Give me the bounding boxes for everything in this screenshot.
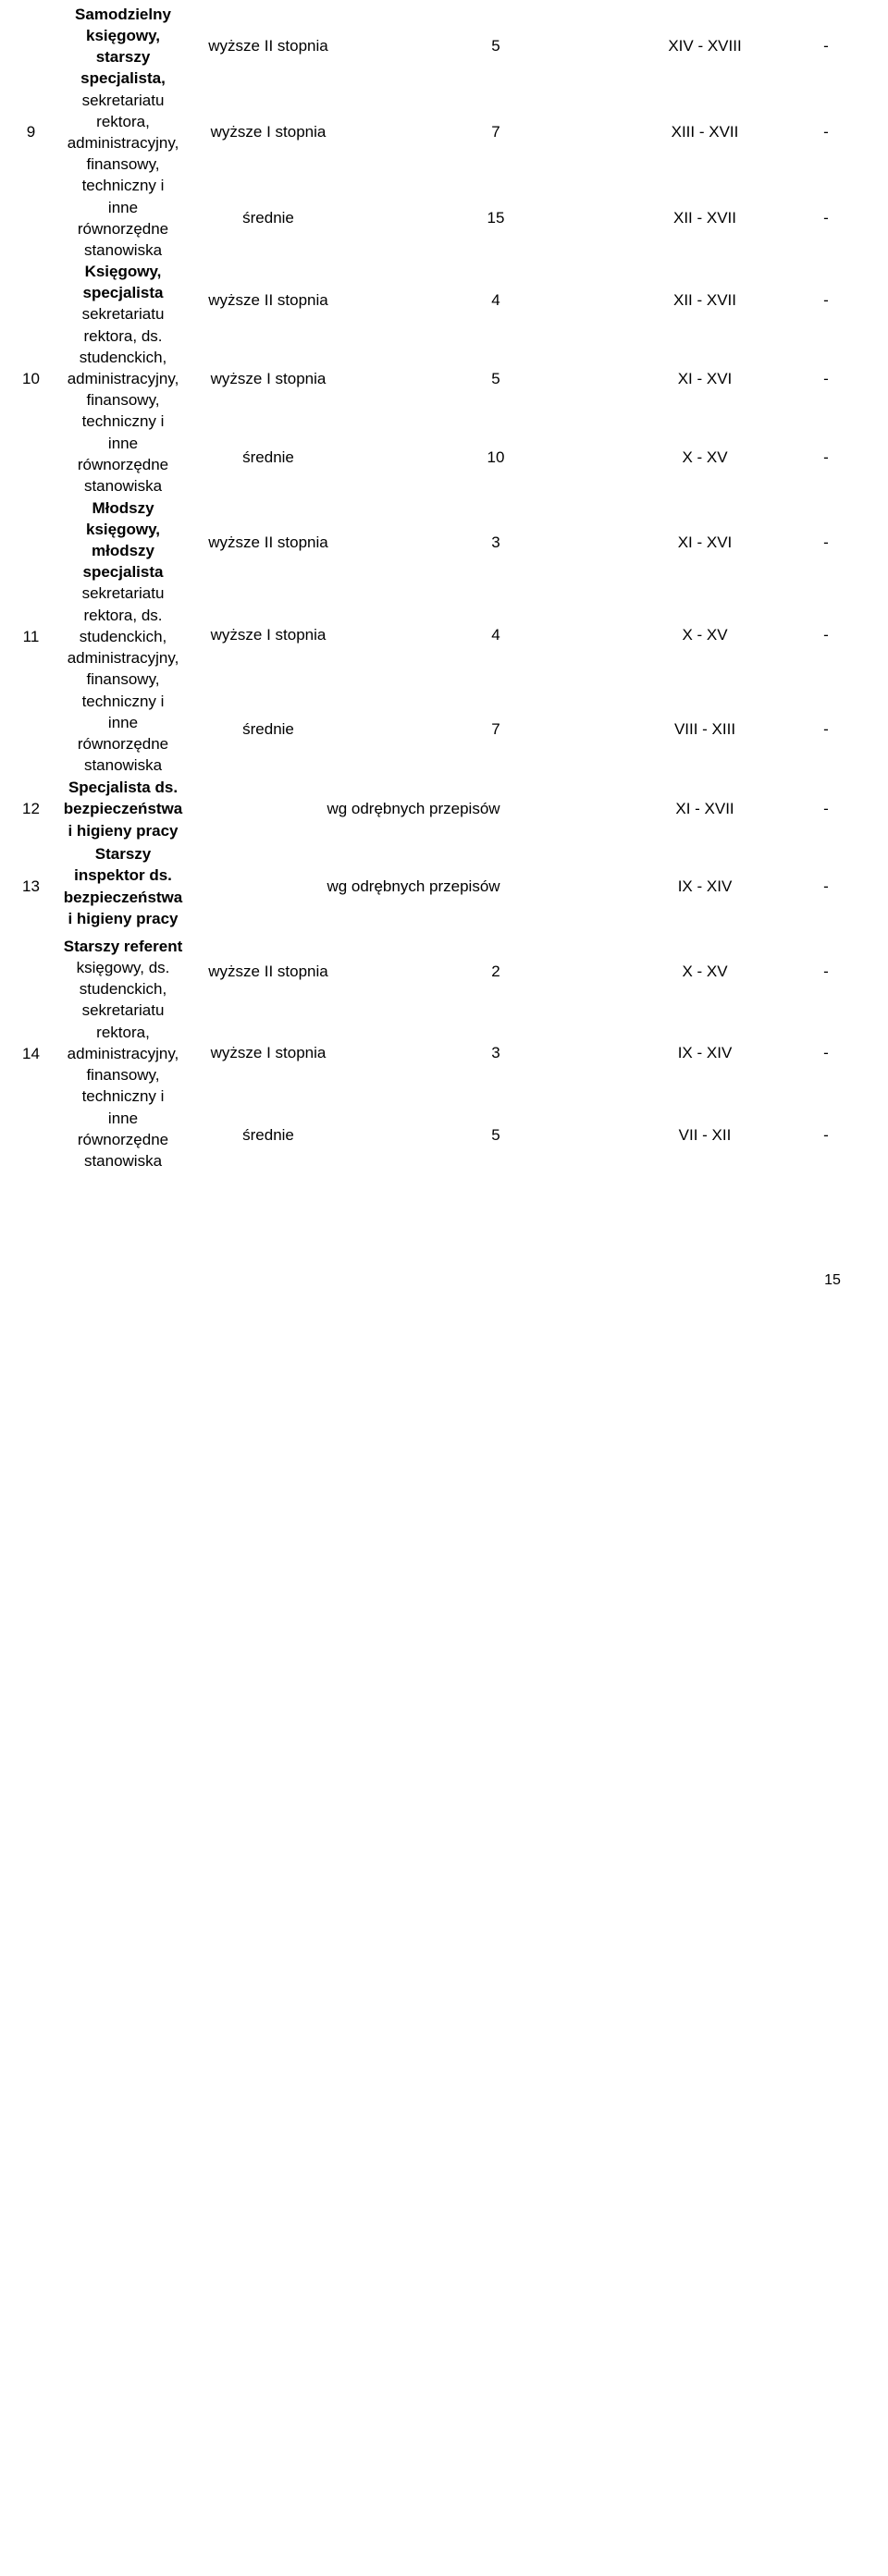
- position-line: finansowy,: [86, 1066, 160, 1085]
- row-number: 14: [22, 1044, 40, 1062]
- salary-grade: XII - XVII: [672, 290, 737, 309]
- education-level: średnie: [242, 208, 294, 227]
- education-level: wyższe I stopnia: [210, 1044, 327, 1061]
- years-of-experience: 5: [491, 1125, 500, 1144]
- education-level: średnie: [242, 448, 294, 466]
- years-of-experience: 3: [491, 534, 500, 551]
- salary-grade: XI - XVII: [675, 800, 734, 817]
- position-line: i higieny pracy: [68, 821, 179, 840]
- empty-value: -: [823, 1125, 829, 1144]
- position-line: administracyjny,: [67, 1044, 179, 1062]
- salary-grade: XII - XVII: [672, 208, 737, 227]
- empty-value: -: [823, 800, 829, 817]
- position-line: studenckich,: [79, 980, 167, 999]
- position-line: techniczny i: [81, 412, 165, 431]
- position-name: [58, 777, 188, 841]
- education-level: wyższe II stopnia: [208, 534, 328, 551]
- position-line: administracyjny,: [67, 369, 179, 387]
- empty-value: -: [823, 448, 829, 466]
- position-line: administracyjny,: [67, 134, 179, 152]
- row-number: 13: [22, 877, 40, 895]
- position-line: bezpieczeństwa: [63, 800, 183, 818]
- row-number: 10: [22, 369, 40, 387]
- years-of-experience: 4: [491, 290, 500, 309]
- salary-grade: VII - XII: [678, 1125, 732, 1144]
- empty-value: -: [823, 208, 829, 227]
- salary-grade: XIII - XVII: [671, 122, 739, 141]
- empty-value: -: [823, 369, 829, 387]
- education-level: wyższe I stopnia: [210, 369, 327, 387]
- position-line: studenckich,: [79, 348, 167, 366]
- education-level: średnie: [242, 719, 294, 738]
- page-number: 15: [824, 1272, 841, 1288]
- separate-regulations-note: wg odrębnych przepisów: [327, 877, 500, 895]
- years-of-experience: 10: [487, 448, 505, 466]
- position-line: rektora,: [96, 1023, 150, 1041]
- position-name: [58, 931, 188, 1176]
- empty-value: -: [823, 122, 829, 141]
- years-of-experience: 15: [487, 208, 505, 227]
- position-line: rektora, ds.: [83, 326, 163, 345]
- row-number: 9: [26, 123, 36, 141]
- position-name: [58, 497, 188, 777]
- salary-grade: X - XV: [682, 963, 728, 980]
- empty-value: -: [823, 963, 829, 980]
- position-line: Młodszy: [92, 498, 154, 517]
- salary-grade: IX - XIV: [677, 877, 733, 895]
- empty-value: -: [823, 534, 829, 551]
- education-level: wyższe II stopnia: [208, 37, 328, 55]
- position-line: rektora, ds.: [83, 606, 163, 624]
- position-line: finansowy,: [86, 155, 160, 174]
- position-name: [58, 261, 188, 497]
- empty-value: -: [823, 290, 829, 309]
- position-line: techniczny i: [81, 177, 165, 195]
- years-of-experience: 7: [491, 719, 500, 738]
- position-line: stanowiska: [83, 476, 163, 495]
- position-line: techniczny i: [81, 692, 165, 710]
- empty-value: -: [823, 1044, 829, 1061]
- position-line: księgowy,: [86, 26, 160, 44]
- years-of-experience: 5: [491, 37, 500, 55]
- position-line: Księgowy,: [84, 262, 162, 280]
- position-line: specjalista,: [80, 69, 166, 88]
- position-line: inne: [107, 198, 139, 216]
- position-line: inne: [107, 713, 139, 731]
- position-line: finansowy,: [86, 391, 160, 410]
- position-line: inne: [107, 1109, 139, 1127]
- position-line: Samodzielny: [75, 5, 171, 23]
- position-line: sekretariatu: [81, 305, 165, 324]
- salary-grade: IX - XIV: [677, 1044, 733, 1061]
- position-line: specjalista: [82, 563, 164, 582]
- column-divider: [0, 2348, 1, 2576]
- empty-value: -: [823, 719, 829, 738]
- position-line: równorzędne: [77, 1130, 169, 1148]
- education-level: średnie: [242, 1125, 294, 1144]
- position-line: sekretariatu: [81, 584, 165, 603]
- salary-grade: XI - XVI: [677, 369, 733, 387]
- education-level: wyższe I stopnia: [210, 626, 327, 644]
- position-line: techniczny i: [81, 1087, 165, 1106]
- position-line: bezpieczeństwa: [63, 888, 183, 906]
- years-of-experience: 2: [491, 963, 500, 980]
- position-line: równorzędne: [77, 219, 169, 238]
- position-line: sekretariatu: [81, 1001, 165, 1020]
- position-name: [58, 4, 188, 261]
- position-line: Starszy referent: [63, 937, 183, 955]
- separate-regulations-note: wg odrębnych przepisów: [327, 800, 500, 817]
- position-line: finansowy,: [86, 670, 160, 689]
- position-line: młodszy: [91, 542, 155, 560]
- position-line: stanowiska: [83, 1151, 163, 1170]
- position-line: inspektor ds.: [74, 866, 172, 885]
- position-line: studenckich,: [79, 627, 167, 645]
- education-level: wyższe II stopnia: [208, 963, 328, 980]
- table-left-border: [0, 2, 1, 1174]
- position-line: i higieny pracy: [68, 909, 179, 927]
- salary-grade: XIV - XVIII: [668, 37, 742, 55]
- position-line: administracyjny,: [67, 649, 179, 668]
- salary-grade: X - XV: [682, 626, 728, 644]
- position-line: równorzędne: [77, 734, 169, 753]
- years-of-experience: 3: [491, 1044, 500, 1061]
- education-level: wyższe II stopnia: [208, 290, 328, 309]
- position-line: księgowy,: [86, 520, 160, 538]
- years-of-experience: 7: [491, 122, 500, 141]
- salary-grade: XI - XVI: [677, 534, 733, 551]
- education-level: wyższe I stopnia: [210, 122, 327, 141]
- empty-value: -: [823, 37, 829, 55]
- salary-grade: VIII - XIII: [673, 719, 736, 738]
- years-of-experience: 4: [491, 626, 500, 644]
- empty-value: -: [823, 877, 829, 895]
- empty-value: -: [823, 626, 829, 644]
- table-bottom-border: [0, 1, 882, 2]
- position-line: inne: [107, 434, 139, 452]
- position-line: stanowiska: [83, 756, 163, 775]
- row-number: 11: [22, 627, 40, 645]
- position-line: starszy: [95, 48, 151, 67]
- position-line: specjalista: [82, 284, 164, 302]
- position-line: Specjalista ds.: [68, 779, 179, 797]
- years-of-experience: 5: [491, 369, 500, 387]
- row-number: 12: [22, 800, 40, 818]
- position-line: sekretariatu: [81, 91, 165, 109]
- position-name: [58, 841, 188, 931]
- position-line: stanowiska: [83, 241, 163, 260]
- position-line: księgowy, ds.: [76, 959, 170, 977]
- position-line: rektora,: [96, 112, 150, 130]
- position-line: równorzędne: [77, 455, 169, 473]
- position-line: Starszy: [94, 845, 152, 864]
- table-right-border: [0, 1174, 1, 2348]
- salary-grade: X - XV: [682, 448, 728, 466]
